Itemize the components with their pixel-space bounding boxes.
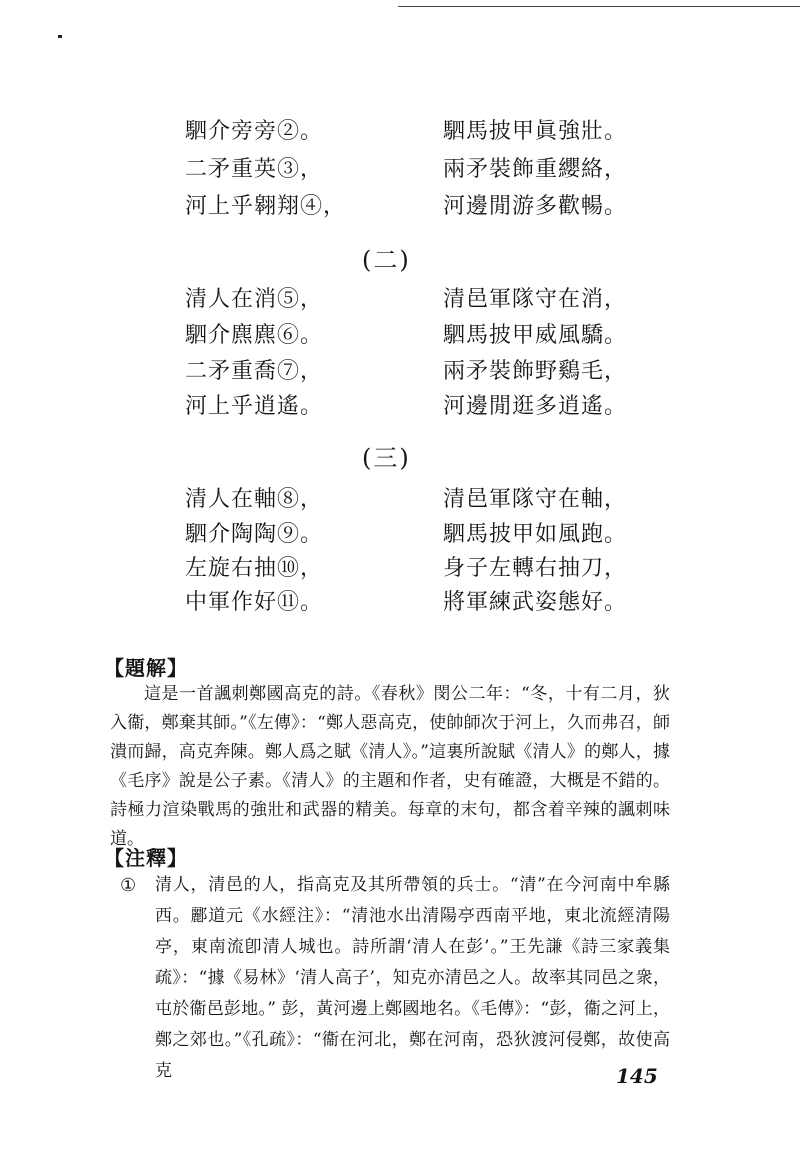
section-heading-zhushi: 【注釋】: [104, 846, 188, 870]
verse-line-translation: 兩矛裝飾重纓絡，: [443, 157, 628, 182]
verse-line-original: 河上乎逍遙。: [185, 394, 324, 419]
verse-line-translation: 駟馬披甲眞強壯。: [443, 119, 628, 144]
note-text: 清人，清邑的人，指高克及其所帶領的兵士。“清”在今河南中牟縣西。酈道元《水經注》：“清池水出清陽亭西南平地，東北流經清陽亭，東南流卽清人城也。詩所謂‘清人在彭’。”王先謙《詩三家義集疏》：“據《易林》‘清人高子’，知克亦清邑之人。故率其同邑之衆，屯於衞邑彭地。” 彭，黃河邊上鄭國地名。《毛傳》：“彭，衞之河上，鄭之郊也。”《孔疏》：“衞在河北，鄭在河南，恐狄渡河侵鄭，故使高克: [155, 875, 670, 1081]
section-heading-tijie: 【題解】: [104, 656, 188, 680]
verse-line-translation: 清邑軍隊守在軸，: [443, 487, 628, 512]
commentary-paragraph: 這是一首諷刺鄭國高克的詩。《春秋》閔公二年：“冬，十有二月，狄入衞，鄭棄其師。”《左傳》：“鄭人惡高克，使帥師次于河上，久而弗召，師潰而歸，高克奔陳。鄭人爲之賦《清人》。”這裏所說賦《清人》的鄭人，據《毛序》說是公子素。《清人》的主題和作者，史有確證，大概是不錯的。詩極力渲染戰馬的強壯和武器的精美。每章的末句，都含着辛辣的諷刺味道。: [110, 684, 670, 849]
verse-line-original: 河上乎翱翔④，: [185, 194, 347, 219]
verse-line-original: 駟介陶陶⑨。: [185, 522, 324, 547]
top-rule: [398, 6, 800, 7]
verse-line-translation: 駟馬披甲如風跑。: [443, 522, 628, 547]
stanza-number: (三): [362, 444, 411, 472]
verse-line-translation: 將軍練武姿態好。: [443, 590, 628, 615]
verse-line-original: 左旋右抽⑩，: [185, 556, 324, 581]
verse-line-translation: 河邊閒游多歡暢。: [443, 194, 628, 219]
verse-line-original: 中軍作好⑪。: [185, 590, 324, 615]
note-number: ①: [120, 875, 137, 896]
verse-line-original: 清人在消⑤，: [185, 287, 324, 312]
verse-line-original: 駟介旁旁②。: [185, 119, 324, 144]
page-number: 145: [616, 1064, 658, 1088]
stanza-number: (二): [362, 246, 411, 274]
verse-line-translation: 河邊閒逛多逍遙。: [443, 394, 628, 419]
verse-line-original: 清人在軸⑧，: [185, 487, 324, 512]
verse-line-translation: 身子左轉右抽刀，: [443, 556, 628, 581]
verse-line-original: 二矛重英③，: [185, 157, 324, 182]
verse-line-translation: 清邑軍隊守在消，: [443, 287, 628, 312]
verse-line-translation: 駟馬披甲威風驕。: [443, 323, 628, 348]
ink-mark: [58, 35, 62, 38]
verse-line-original: 駟介麃麃⑥。: [185, 323, 324, 348]
verse-line-translation: 兩矛裝飾野鷄毛，: [443, 359, 628, 384]
verse-line-original: 二矛重喬⑦，: [185, 359, 324, 384]
